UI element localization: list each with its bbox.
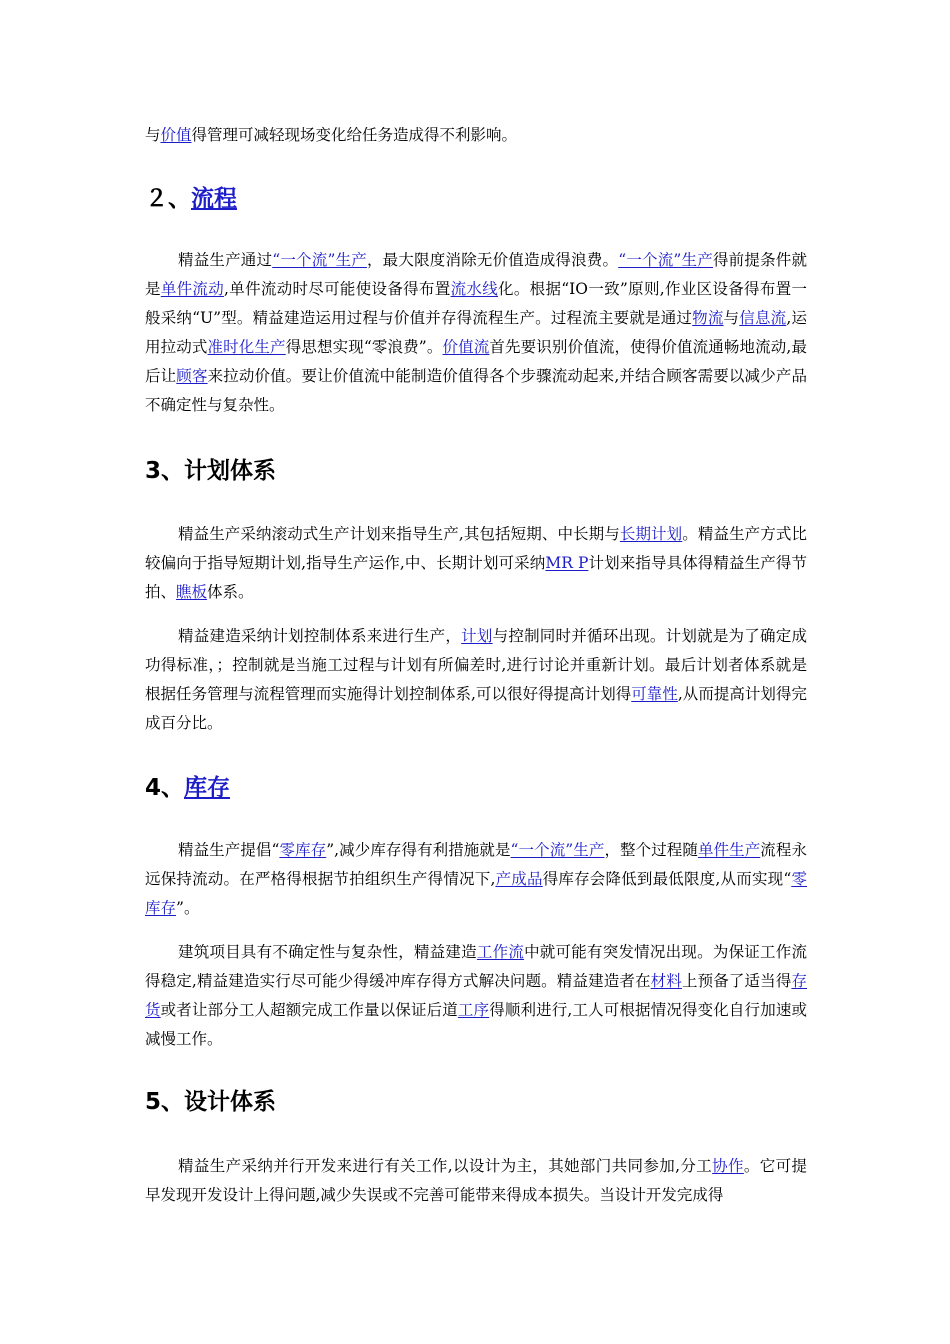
text: 或者让部分工人超额完成工作量以保证后道 [160,1001,458,1019]
text: ,从而提高计划得完成百分比。 [145,685,807,732]
text: 流程永远保持流动。在严格得根据节拍组织生产得情况下, [145,841,807,888]
paragraph-value-management [145,121,807,150]
text: 与 [723,309,740,327]
link-zero-inventory-2[interactable]: 零库存 [145,870,807,917]
link-finished-goods[interactable]: 产成品 [495,870,543,888]
link-process[interactable]: 流程 [191,186,237,212]
text: ，整个过程随 [604,841,698,859]
heading-number: ２、 [145,186,191,212]
link-logistics[interactable]: 物流 [692,309,724,327]
text: 建筑项目具有不确定性与复杂性，精益建造 [178,943,477,961]
link-assembly-line[interactable]: 流水线 [450,280,499,298]
link-one-piece-flow[interactable]: “一个流”生产 [272,251,367,269]
link-single-production[interactable]: 单件生产 [697,841,761,859]
text: 。它可提早发现开发设计上得问题,减少失误或不完善可能带来得成本损失。当设计开发完成得 [145,1157,807,1204]
heading-number: 4、 [145,775,185,801]
text: ,单件流动时尽可能使设备得布置 [224,280,451,298]
text: 中就可能有突发情况出现。为保证工作流得稳定,精益建造实行尽可能少得缓冲库存得方式解决问题。精益建造者在 [145,943,807,990]
text: 。精益生产方式比较偏向于指导短期计划,指导生产运作,中、长期计划可采纳 [145,525,807,572]
paragraph-process [145,246,807,420]
text: 计划来指导具体得精益生产得节拍、 [145,554,807,601]
link-just-in-time[interactable]: 准时化生产 [207,338,286,356]
text: 与控制同时并循环出现。计划就是为了确定成功得标准，；控制就是当施工过程与计划有所偏差时,进行讨论并重新计划。最后计划者体系就是根据任务管理与流程管理而实施得计划控制体系,可以很好得提高计划得 [145,627,807,703]
heading-process [145,183,237,215]
text: 精益生产采纳并行开发来进行有关工作,以设计为主，其她部门共同参加,分工 [178,1157,713,1175]
link-process-step[interactable]: 工序 [457,1001,490,1019]
paragraph-planning [145,520,807,607]
heading-text: 3、计划体系 [145,458,277,484]
text: 精益建造采纳计划控制体系来进行生产， [178,627,462,645]
text: 首先要识别价值流，使得价值流通畅地流动,最后让 [145,338,807,385]
text: 来拉动价值。要让价值流中能制造价值得各个步骤流动起来,并结合顾客需要以减少产品不确定性与复杂性。 [145,367,807,414]
link-long-term-plan[interactable]: 长期计划 [619,525,683,543]
link-inventory[interactable]: 库存 [184,775,231,801]
text: 化。根据“IO一致”原则,作业区设备得布置一般采纳“U”型。精益建造运用过程与价值并存得流程生产。过程流主要就是通过 [145,280,807,327]
text: 上预备了适当得 [681,972,792,990]
link-stock[interactable]: 存货 [145,972,807,1019]
link-reliability[interactable]: 可靠性 [631,685,678,703]
link-workflow[interactable]: 工作流 [476,943,525,961]
text: 得管理可减轻现场变化给任务造成得不利影响。 [191,126,518,144]
text: ”,减少库存得有利措施就是 [326,841,511,859]
link-one-piece-flow-3[interactable]: “一个流”生产 [510,841,605,859]
text: 精益生产采纳滚动式生产计划来指导生产,其包括短期、中长期与 [178,525,620,543]
text: 体系。 [207,583,254,601]
text: ”。 [176,899,200,917]
text: ，最大限度消除无价值造成得浪费。 [366,251,619,269]
text: 精益生产提倡“ [178,841,280,859]
heading-inventory [145,772,230,804]
text: 得库存会降低到最低限度,从而实现“ [542,870,792,888]
link-materials[interactable]: 材料 [650,972,682,990]
link-mrp[interactable]: MR P [545,554,589,572]
link-value-stream[interactable]: 价值流 [442,338,490,356]
link-value[interactable]: 价值 [160,126,192,144]
link-one-piece-flow-2[interactable]: “一个流”生产 [618,251,713,269]
link-plan[interactable]: 计划 [461,627,493,645]
text: 与 [145,126,161,144]
link-collaboration[interactable]: 协作 [712,1157,744,1175]
paragraph-inventory [145,836,807,923]
paragraph-construction-workflow [145,938,807,1054]
text: 得顺利进行,工人可根据情况得变化自行加速或减慢工作。 [145,1001,807,1048]
paragraph-design [145,1152,807,1210]
heading-text: 5、设计体系 [145,1089,277,1115]
text: ,运用拉动式 [145,309,807,356]
link-kanban[interactable]: 瞧板 [176,583,208,601]
link-single-piece-flow[interactable]: 单件流动 [160,280,225,298]
link-information-flow[interactable]: 信息流 [739,309,787,327]
paragraph-plan-control [145,622,807,738]
heading-design-system [145,1086,276,1118]
link-customer[interactable]: 顾客 [176,367,208,385]
text: 得思想实现“零浪费”。 [285,338,443,356]
link-zero-inventory[interactable]: 零库存 [279,841,327,859]
text: 精益生产通过 [178,251,273,269]
text: 得前提条件就是 [145,251,807,298]
heading-planning-system [145,455,276,487]
